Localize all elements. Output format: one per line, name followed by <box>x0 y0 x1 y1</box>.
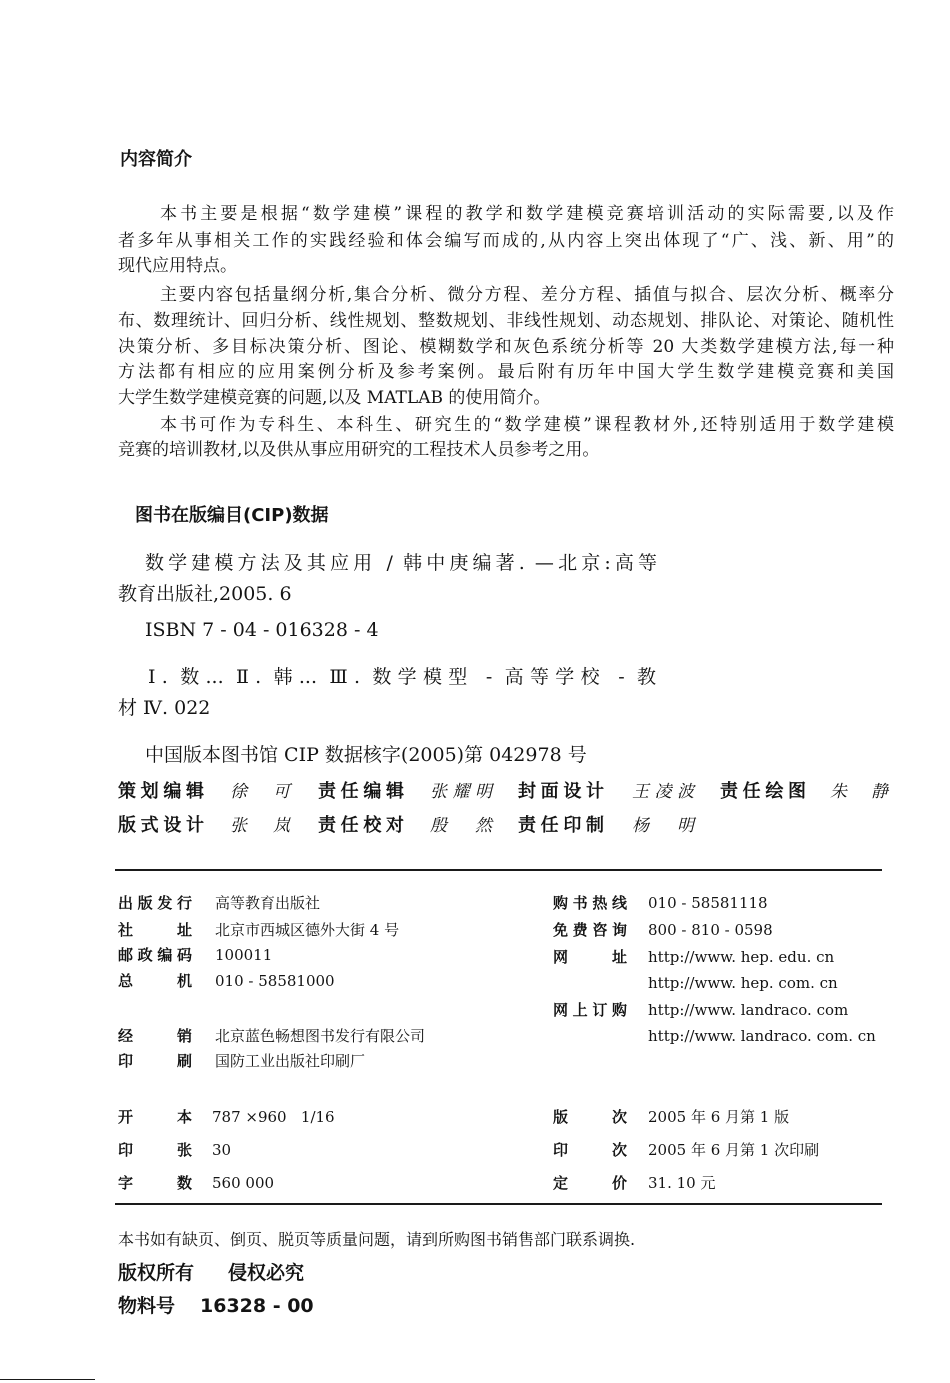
summary-line: 大学生数学建模竞赛的问题,以及 MATLAB 的使用简介。 <box>118 388 551 408</box>
credit-role: 策划编辑 <box>118 781 204 802</box>
credit-name: 朱 静 <box>830 782 888 802</box>
credit-role: 责任校对 <box>318 815 404 836</box>
spec-value: 31. 10 元 <box>648 1174 716 1192</box>
credit-role: 责任编辑 <box>318 781 404 802</box>
material-number-value: 16328 - 00 <box>200 1295 314 1317</box>
spec-label: 印 张 <box>118 1141 192 1159</box>
credit-name: 徐 可 <box>230 782 290 802</box>
pub-label: 总 机 <box>118 972 192 990</box>
quality-notice: 本书如有缺页、倒页、脱页等质量问题，请到所购图书销售部门联系调换. <box>118 1230 636 1249</box>
cip-line: 数学建模方法及其应用 / 韩中庚编著. —北京:高等 <box>145 552 657 574</box>
pub-value: 北京蓝色畅想图书发行有限公司 <box>215 1027 426 1045</box>
material-number-label: 物料号 <box>118 1295 176 1317</box>
spec-value: 787 ×960 1/16 <box>212 1108 335 1126</box>
pub-value: 800 - 810 - 0598 <box>648 921 773 939</box>
spec-label: 字 数 <box>118 1174 192 1192</box>
summary-line: 主要内容包括量纲分析,集合分析、微分方程、差分方程、插值与拟合、层次分析、概率分 <box>160 285 894 305</box>
pub-value: 高等教育出版社 <box>215 894 321 912</box>
cip-verification: 中国版本图书馆 CIP 数据核字(2005)第 042978 号 <box>145 744 587 766</box>
spec-value: 560 000 <box>212 1174 275 1192</box>
summary-line: 竞赛的培训教材,以及供从事应用研究的工程技术人员参考之用。 <box>118 440 600 460</box>
spec-value: 30 <box>212 1141 232 1159</box>
scan-edge-line <box>0 1379 95 1380</box>
website-url: http://www. landraco. com. cn <box>648 1027 876 1045</box>
pub-label: 网 址 <box>553 948 627 966</box>
pub-label: 购书热线 <box>553 894 627 912</box>
summary-line: 现代应用特点。 <box>118 256 237 276</box>
website-url: http://www. hep. com. cn <box>648 974 838 992</box>
divider-rule <box>115 1203 882 1205</box>
spec-value: 2005 年 6 月第 1 次印刷 <box>648 1141 820 1159</box>
credit-role: 责任印制 <box>518 815 604 836</box>
pub-label: 邮政编码 <box>118 946 192 964</box>
pub-label: 经 销 <box>118 1027 192 1045</box>
credit-role: 版式设计 <box>118 815 204 836</box>
credit-name: 张 岚 <box>230 816 290 836</box>
credit-name: 殷 然 <box>430 816 492 836</box>
credit-name: 张耀明 <box>430 782 492 802</box>
cip-line: Ⅰ. 数... Ⅱ. 韩... Ⅲ. 数学模型 - 高等学校 - 教 <box>148 666 656 688</box>
pub-value: 北京市西城区德外大街 4 号 <box>215 921 400 939</box>
pub-value: 010 - 58581118 <box>648 894 768 912</box>
summary-line: 本书主要是根据“数学建模”课程的教学和数学建模竞赛培训活动的实际需要,以及作 <box>160 204 894 224</box>
copyright-right: 侵权必究 <box>228 1262 305 1284</box>
summary-heading: 内容简介 <box>120 149 192 170</box>
pub-label: 网上订购 <box>553 1001 627 1019</box>
website-url: http://www. hep. edu. cn <box>648 948 835 966</box>
spec-value: 2005 年 6 月第 1 版 <box>648 1108 790 1126</box>
summary-line: 者多年从事相关工作的实践经验和体会编写而成的,从内容上突出体现了“广、浅、新、用”的 <box>118 231 894 251</box>
cip-heading: 图书在版编目(CIP)数据 <box>135 505 329 526</box>
pub-value: 100011 <box>215 946 273 964</box>
pub-value: 国防工业出版社印刷厂 <box>215 1052 366 1070</box>
pub-value: 010 - 58581000 <box>215 972 335 990</box>
spec-label: 开 本 <box>118 1108 192 1126</box>
copyright-left: 版权所有 <box>118 1262 195 1284</box>
summary-line: 本书可作为专科生、本科生、研究生的“数学建模”课程教材外,还特别适用于数学建模 <box>160 415 894 435</box>
summary-line: 布、数理统计、回归分析、线性规划、整数规划、非线性规划、动态规划、排队论、对策论、随机性 <box>118 311 894 331</box>
credit-role: 责任绘图 <box>720 781 806 802</box>
pub-label: 印 刷 <box>118 1052 192 1070</box>
summary-line: 方法都有相应的应用案例分析及参考案例。最后附有历年中国大学生数学建模竞赛和美国 <box>118 362 894 382</box>
cip-line: 教育出版社,2005. 6 <box>118 583 292 605</box>
pub-label: 免费咨询 <box>553 921 627 939</box>
pub-label: 出版发行 <box>118 894 192 912</box>
credit-role: 封面设计 <box>518 781 604 802</box>
spec-label: 印 次 <box>553 1141 627 1159</box>
summary-line: 决策分析、多目标决策分析、图论、模糊数学和灰色系统分析等 20 大类数学建模方法,每一种 <box>118 337 894 357</box>
credit-name: 王凌波 <box>632 782 694 802</box>
spec-label: 版 次 <box>553 1108 627 1126</box>
website-url: http://www. landraco. com <box>648 1001 849 1019</box>
pub-label: 社 址 <box>118 921 192 939</box>
cip-line: 材 Ⅳ. 022 <box>118 697 211 719</box>
credit-name: 杨 明 <box>632 816 694 836</box>
divider-rule <box>115 869 882 871</box>
spec-label: 定 价 <box>553 1174 627 1192</box>
cip-isbn: ISBN 7 - 04 - 016328 - 4 <box>145 619 379 641</box>
